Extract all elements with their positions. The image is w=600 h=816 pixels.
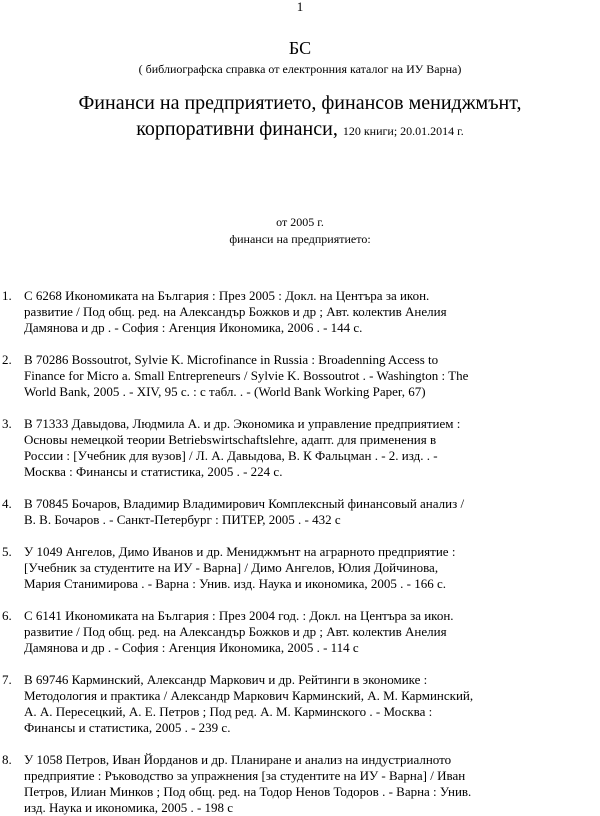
entry-text <box>24 288 594 336</box>
entry-number: 3. <box>2 416 12 431</box>
section-heading-topic: финанси на предприятието: <box>229 232 371 246</box>
topic-heading-text: корпоративни финанси, <box>136 118 338 140</box>
entry-line: предприятие : Ръководство за упражнения [за студентите на ИУ - Варна] / Иван <box>24 768 466 783</box>
entry-line: В 70845 Бочаров, Владимир Владимирович Комплексный финансовый анализ / <box>24 496 465 511</box>
entry-line: Основы немецкой теории Betriebswirtschaftslehre, адапт. для применения в <box>24 432 437 447</box>
entry-line: В 69746 Карминский, Александр Маркович и др. Рейтинги в экономике : <box>24 672 428 687</box>
entry-line: У 1049 Ангелов, Димо Иванов и др. Мениджмънт на аграрното предприятие : <box>24 544 456 559</box>
entry-number: 1. <box>2 288 12 303</box>
entry-text <box>24 672 594 736</box>
document-subtitle: ( библиографска справка от електронния каталог на ИУ Варна) <box>138 62 462 76</box>
entry-text <box>24 752 594 816</box>
entry-number: 5. <box>2 544 12 559</box>
entry-number: 7. <box>2 672 12 687</box>
entry-line: Москва : Финансы и статистика, 2005 . - 224 с. <box>24 464 283 479</box>
entry-line: Мария Станимирова . - Варна : Унив. изд. Наука и икономика, 2005 . - 166 с. <box>24 576 446 591</box>
entry-line: Петров, Илиан Минков ; Под общ. ред. на Тодор Ненов Тодоров . - Варна : Унив. <box>24 784 472 799</box>
entry-line: Дамянова и др . - София : Агенция Икономика, 2005 . - 114 с <box>24 640 359 655</box>
entry-text <box>24 608 594 656</box>
entry-line: изд. Наука и икономика, 2005 . - 198 с <box>24 800 234 815</box>
entry-line: Финансы и статистика, 2005 . - 239 с. <box>24 720 231 735</box>
entry-line: [Учебник за студентите на ИУ - Варна] / Димо Ангелов, Юлия Дойчинова, <box>24 560 439 575</box>
entry-line: развитие / Под общ. ред. на Александър Божков и др ; Авт. колектив Анелия <box>24 304 447 319</box>
entry-line: А. А. Пересецкий, А. Е. Петров ; Под ред. А. М. Карминского . - Москва : <box>24 704 433 719</box>
entry-line: В 71333 Давыдова, Людмила А. и др. Экономика и управление предприятием : <box>24 416 461 431</box>
entry-number: 4. <box>2 496 12 511</box>
entry-line: России : [Учебник для вузов] / Л. А. Давыдова, В. К Фальцман . - 2. изд. . - <box>24 448 438 463</box>
section-heading <box>0 214 600 248</box>
entry-number: 6. <box>2 608 12 623</box>
entry-line: Методология и практика / Александр Маркович Карминский, А. М. Карминский, <box>24 688 474 703</box>
entry-text <box>24 352 594 400</box>
entry-line: В 70286 Bossoutrot, Sylvie K. Microfinance in Russia : Broadenning Access to <box>24 352 439 367</box>
entry-line: В. В. Бочаров . - Санкт-Петербург : ПИТЕР, 2005 . - 432 с <box>24 512 341 527</box>
page-number: 1 <box>296 0 304 14</box>
entry-number: 2. <box>2 352 12 367</box>
entry-text <box>24 496 594 528</box>
entry-line: У 1058 Петров, Иван Йорданов и др. Планиране и анализ на индустриалното <box>24 752 452 767</box>
entry-line: Дамянова и др . - София : Агенция Икономика, 2006 . - 144 с. <box>24 320 363 335</box>
entry-text <box>24 544 594 592</box>
topic-heading-meta: 120 книги; 20.01.2014 г. <box>342 124 464 138</box>
topic-heading-line-2 <box>0 116 600 144</box>
entry-line: С 6268 Икономиката на България : През 2005 : Докл. на Центъра за икон. <box>24 288 430 303</box>
entry-line: Finance for Micro a. Small Entrepreneurs / Sylvie K. Bossoutrot . - Washington : The <box>24 368 469 383</box>
entry-line: World Bank, 2005 . - XIV, 95 с. : с табл. . - (World Bank Working Paper, 67) <box>24 384 426 399</box>
document-title: БС <box>288 38 312 58</box>
entry-line: С 6141 Икономиката на България : През 2004 год. : Докл. на Центъра за икон. <box>24 608 454 623</box>
section-heading-year: от 2005 г. <box>276 215 324 229</box>
topic-heading <box>0 90 600 144</box>
topic-heading-line-1: Финанси на предприятието, финансов мениджмънт, <box>78 92 522 114</box>
entry-text <box>24 416 594 480</box>
entry-line: развитие / Под общ. ред. на Александър Божков и др ; Авт. колектив Анелия <box>24 624 447 639</box>
entry-number: 8. <box>2 752 12 767</box>
